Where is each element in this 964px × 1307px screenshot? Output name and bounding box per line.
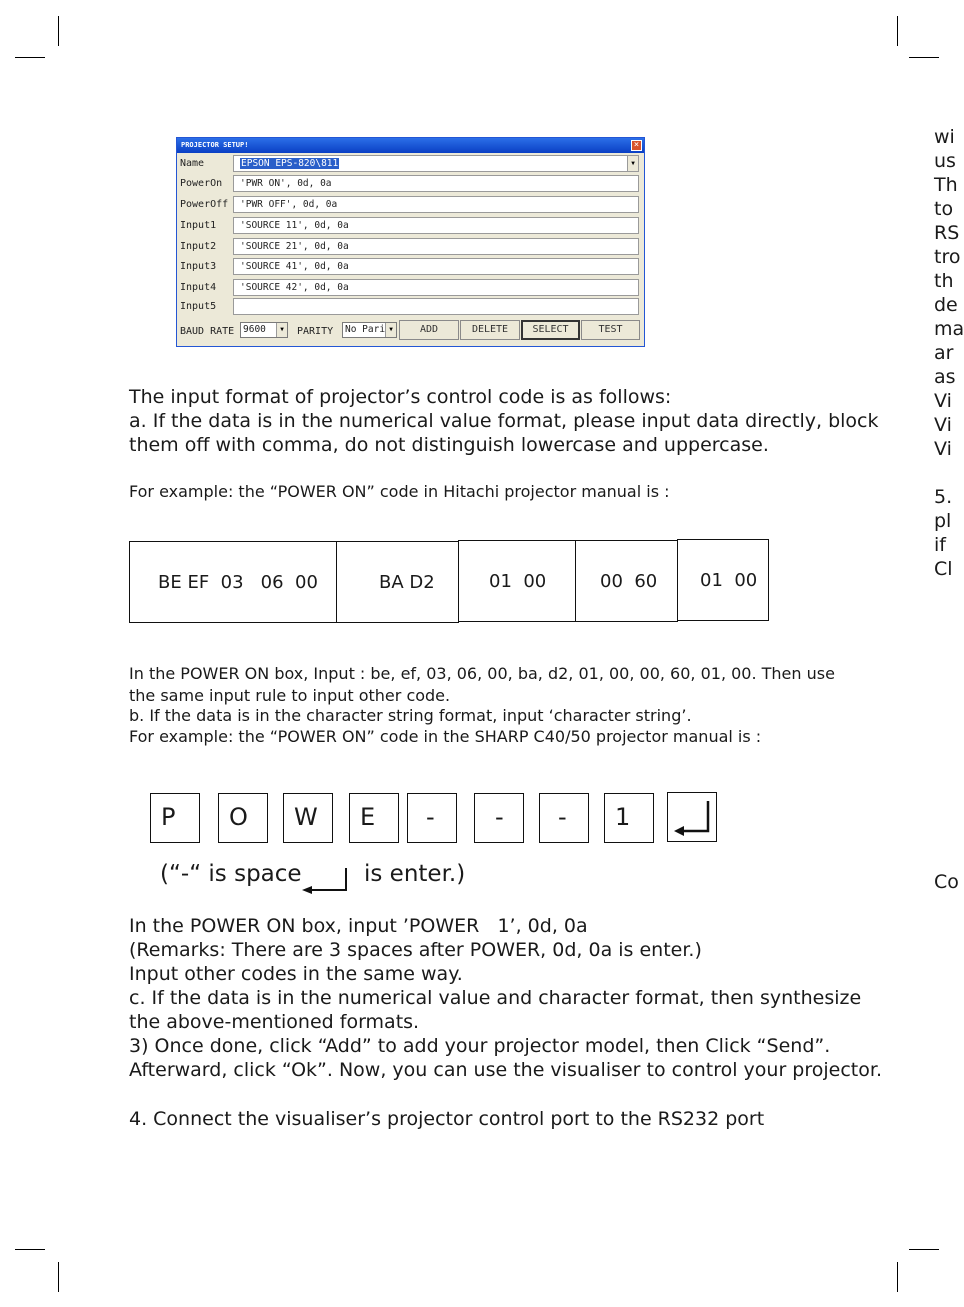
intro-paragraph (129, 385, 878, 457)
add-button[interactable]: ADD (399, 320, 459, 340)
field-row-input2 (177, 237, 644, 256)
enter-legend: is enter.) (364, 861, 466, 887)
space-legend: (“-“ is space (160, 861, 302, 887)
cutoff-text: Co (934, 871, 959, 893)
cutoff-text: ar (934, 342, 954, 364)
field-label: Name (180, 158, 205, 169)
field-row-poweroff (177, 195, 644, 214)
cutoff-text: ma (934, 318, 964, 340)
field-label: Input3 (180, 261, 217, 272)
field-label: PowerOff (180, 199, 229, 210)
text-line: In the POWER ON box, input ’POWER 1’, 0d, 0a (129, 915, 588, 937)
cutoff-text: as (934, 366, 956, 388)
text-line: the above-mentioned formats. (129, 1011, 420, 1033)
delete-button[interactable]: DELETE (460, 320, 520, 340)
close-icon[interactable]: × (631, 140, 642, 151)
baud-rate-label: BAUD RATE (180, 326, 235, 337)
select-button[interactable]: SELECT (521, 320, 580, 340)
input2-input[interactable]: 'SOURCE 21', 0d, 0a (233, 238, 639, 255)
cutoff-text: us (934, 150, 956, 172)
input1-input[interactable]: 'SOURCE 11', 0d, 0a (233, 217, 639, 234)
field-label: PowerOn (180, 178, 223, 189)
text-line: a. If the data is in the numerical value format, please input data directly, block (129, 410, 879, 432)
cutoff-text: Vi (934, 390, 952, 412)
name-selected-value: EPSON EPS-820\811 (241, 158, 339, 169)
char-box: E (349, 793, 399, 843)
text-line: 4. Connect the visualiser’s projector control port to the RS232 port (129, 1108, 765, 1130)
field-label: Input5 (180, 301, 217, 312)
test-button[interactable]: TEST (581, 320, 640, 340)
cutoff-text: Vi (934, 414, 952, 436)
field-row-input1 (177, 216, 644, 235)
dropdown-arrow-icon[interactable]: ▼ (627, 156, 638, 171)
projector-setup-dialog (176, 137, 645, 347)
input3-input[interactable]: 'SOURCE 41', 0d, 0a (233, 258, 639, 275)
char-box: - (474, 793, 524, 843)
parity-value: No Pari (345, 324, 386, 335)
cutoff-text: if (934, 534, 946, 556)
code-cell: BE EF 03 06 00 (129, 541, 337, 623)
field-row-name (177, 154, 644, 173)
poweroff-input[interactable]: 'PWR OFF', 0d, 0a (233, 196, 639, 213)
cutoff-text: th (934, 270, 954, 292)
cutoff-text: to (934, 198, 954, 220)
text-line: In the POWER ON box, Input : be, ef, 03, 06, 00, ba, d2, 01, 00, 00, 60, 01, 00. Then use (129, 664, 835, 683)
dropdown-arrow-icon[interactable]: ▼ (276, 323, 287, 337)
char-box: - (539, 793, 589, 843)
cutoff-text: wi (934, 126, 955, 148)
cutoff-text: tro (934, 246, 961, 268)
enter-arrow-icon (668, 793, 715, 840)
example-hitachi: For example: the “POWER ON” code in Hitachi projector manual is : (129, 482, 670, 501)
parity-select[interactable] (342, 322, 397, 338)
text-line: The input format of projector’s control code is as follows: (129, 386, 672, 408)
cutoff-text: 5. (934, 486, 953, 508)
field-label: Input1 (180, 220, 217, 231)
code-cell: 01 00 (458, 540, 576, 622)
instructions-paragraph (129, 914, 882, 1082)
code-cell: 01 00 (677, 539, 769, 621)
cutoff-text: de (934, 294, 958, 316)
baud-rate-value: 9600 (243, 324, 266, 335)
char-box: - (407, 793, 457, 843)
text-line: the same input rule to input other code. (129, 686, 451, 705)
char-box: 1 (604, 793, 654, 843)
field-row-poweron (177, 174, 644, 193)
text-line: them off with comma, do not distinguish lowercase and uppercase. (129, 434, 769, 456)
text-line: (Remarks: There are 3 spaces after POWER, 0d, 0a is enter.) (129, 939, 702, 961)
text-line: Afterward, click “Ok”. Now, you can use the visualiser to control your projector. (129, 1059, 882, 1081)
text-line: c. If the data is in the numerical value and character format, then synthesize (129, 987, 862, 1009)
input4-input[interactable]: 'SOURCE 42', 0d, 0a (233, 279, 639, 296)
dialog-bottom-bar (177, 318, 644, 342)
field-label: Input2 (180, 241, 217, 252)
char-box: W (283, 793, 333, 843)
cutoff-text: RS (934, 222, 960, 244)
field-label: Input4 (180, 282, 217, 293)
enter-arrow-icon (300, 866, 350, 894)
cutoff-text: pl (934, 510, 952, 532)
dropdown-arrow-icon[interactable]: ▼ (385, 323, 396, 337)
code-cell: 00 60 (575, 540, 678, 622)
step-4 (129, 1107, 764, 1131)
baud-rate-select[interactable] (240, 322, 288, 338)
poweron-input[interactable]: 'PWR ON', 0d, 0a (233, 175, 639, 192)
text-line: For example: the “POWER ON” code in the SHARP C40/50 projector manual is : (129, 727, 762, 746)
field-row-input5 (177, 297, 644, 316)
cutoff-text: Vi (934, 438, 952, 460)
dialog-title: PROJECTOR SETUP! (177, 138, 644, 153)
enter-key-box (667, 792, 717, 842)
name-select[interactable] (233, 155, 639, 172)
char-box: O (218, 793, 268, 843)
parity-label: PARITY (297, 326, 334, 337)
text-line: b. If the data is in the character string format, input ‘character string’. (129, 706, 692, 725)
cutoff-text: Cl (934, 558, 953, 580)
code-cell: BA D2 (336, 541, 459, 623)
input5-input[interactable] (233, 298, 639, 315)
cutoff-text: Th (934, 174, 958, 196)
text-line: 3) Once done, click “Add” to add your projector model, then Click “Send”. (129, 1035, 831, 1057)
field-row-input4 (177, 278, 644, 297)
text-line: Input other codes in the same way. (129, 963, 463, 985)
char-box: P (150, 793, 200, 843)
field-row-input3 (177, 257, 644, 276)
